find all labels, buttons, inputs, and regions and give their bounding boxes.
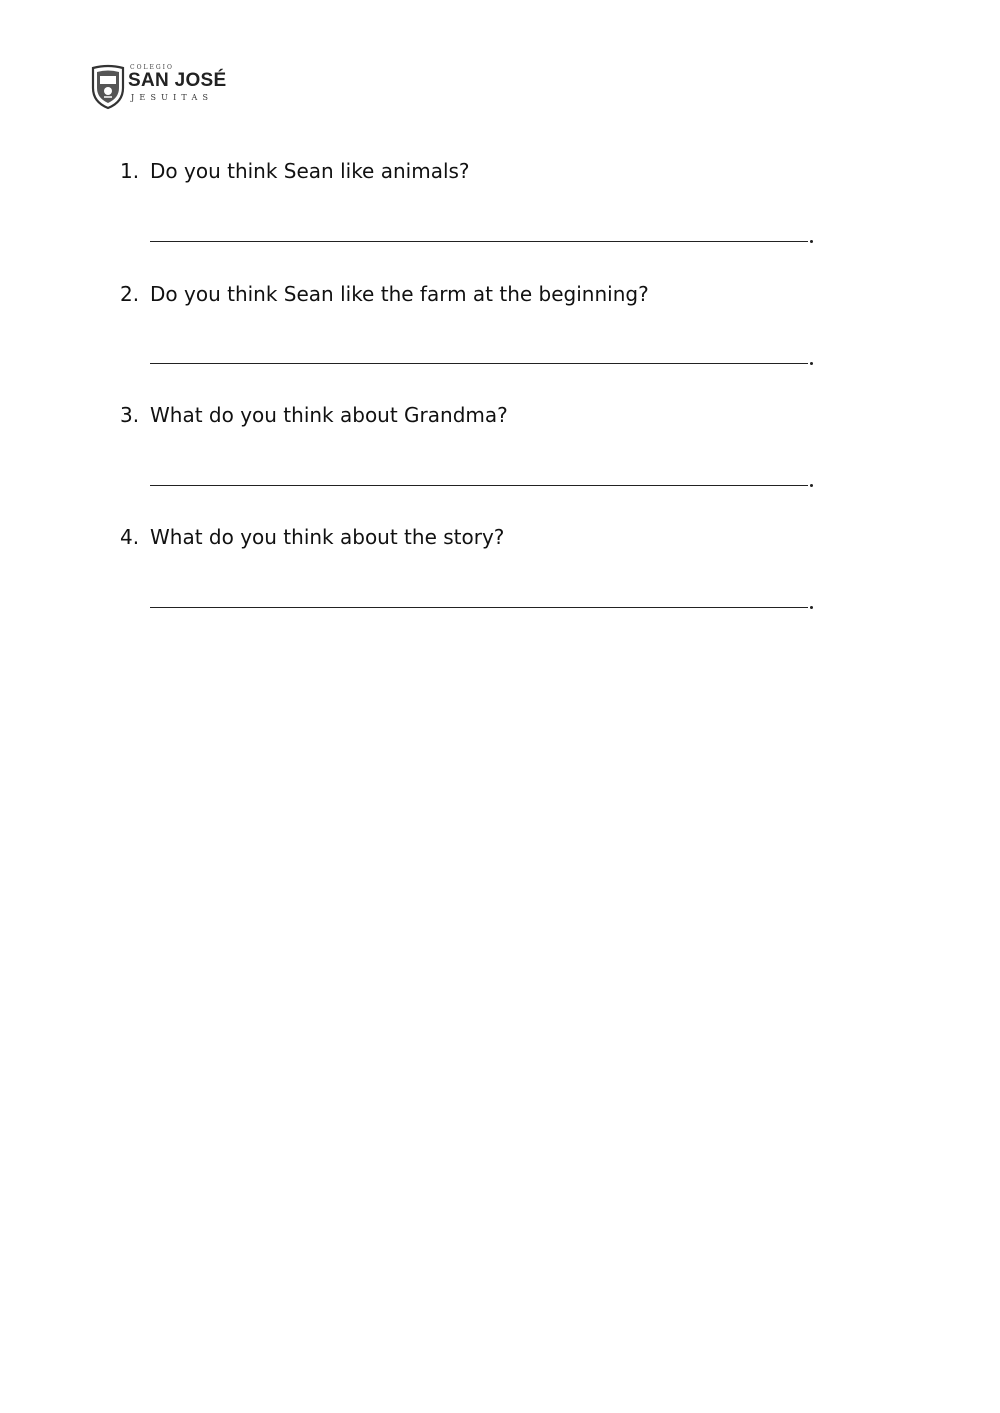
question-number: 3. bbox=[120, 403, 140, 427]
answer-period bbox=[810, 240, 813, 243]
question-3 bbox=[120, 403, 508, 427]
logo-colegio-text: COLEGIO bbox=[130, 64, 174, 71]
answer-line-3[interactable] bbox=[150, 485, 808, 486]
shield-icon bbox=[90, 64, 126, 110]
question-number: 2. bbox=[120, 282, 140, 306]
answer-period bbox=[810, 484, 813, 487]
answer-period bbox=[810, 362, 813, 365]
question-2 bbox=[120, 282, 649, 306]
question-4 bbox=[120, 525, 504, 549]
answer-line-4[interactable] bbox=[150, 607, 808, 608]
question-1 bbox=[120, 159, 470, 183]
logo-subtitle: JESUITAS bbox=[131, 93, 214, 102]
question-text: What do you think about the story? bbox=[150, 525, 505, 549]
question-text: Do you think Sean like animals? bbox=[150, 159, 470, 183]
question-number: 1. bbox=[120, 159, 140, 183]
answer-line-1[interactable] bbox=[150, 241, 808, 242]
logo-school-name: SAN JOSÉ bbox=[128, 70, 227, 91]
answer-line-2[interactable] bbox=[150, 363, 808, 364]
question-number: 4. bbox=[120, 525, 140, 549]
answer-period bbox=[810, 606, 813, 609]
school-logo bbox=[90, 62, 230, 112]
question-text: What do you think about Grandma? bbox=[150, 403, 508, 427]
question-text: Do you think Sean like the farm at the beginning? bbox=[150, 282, 649, 306]
